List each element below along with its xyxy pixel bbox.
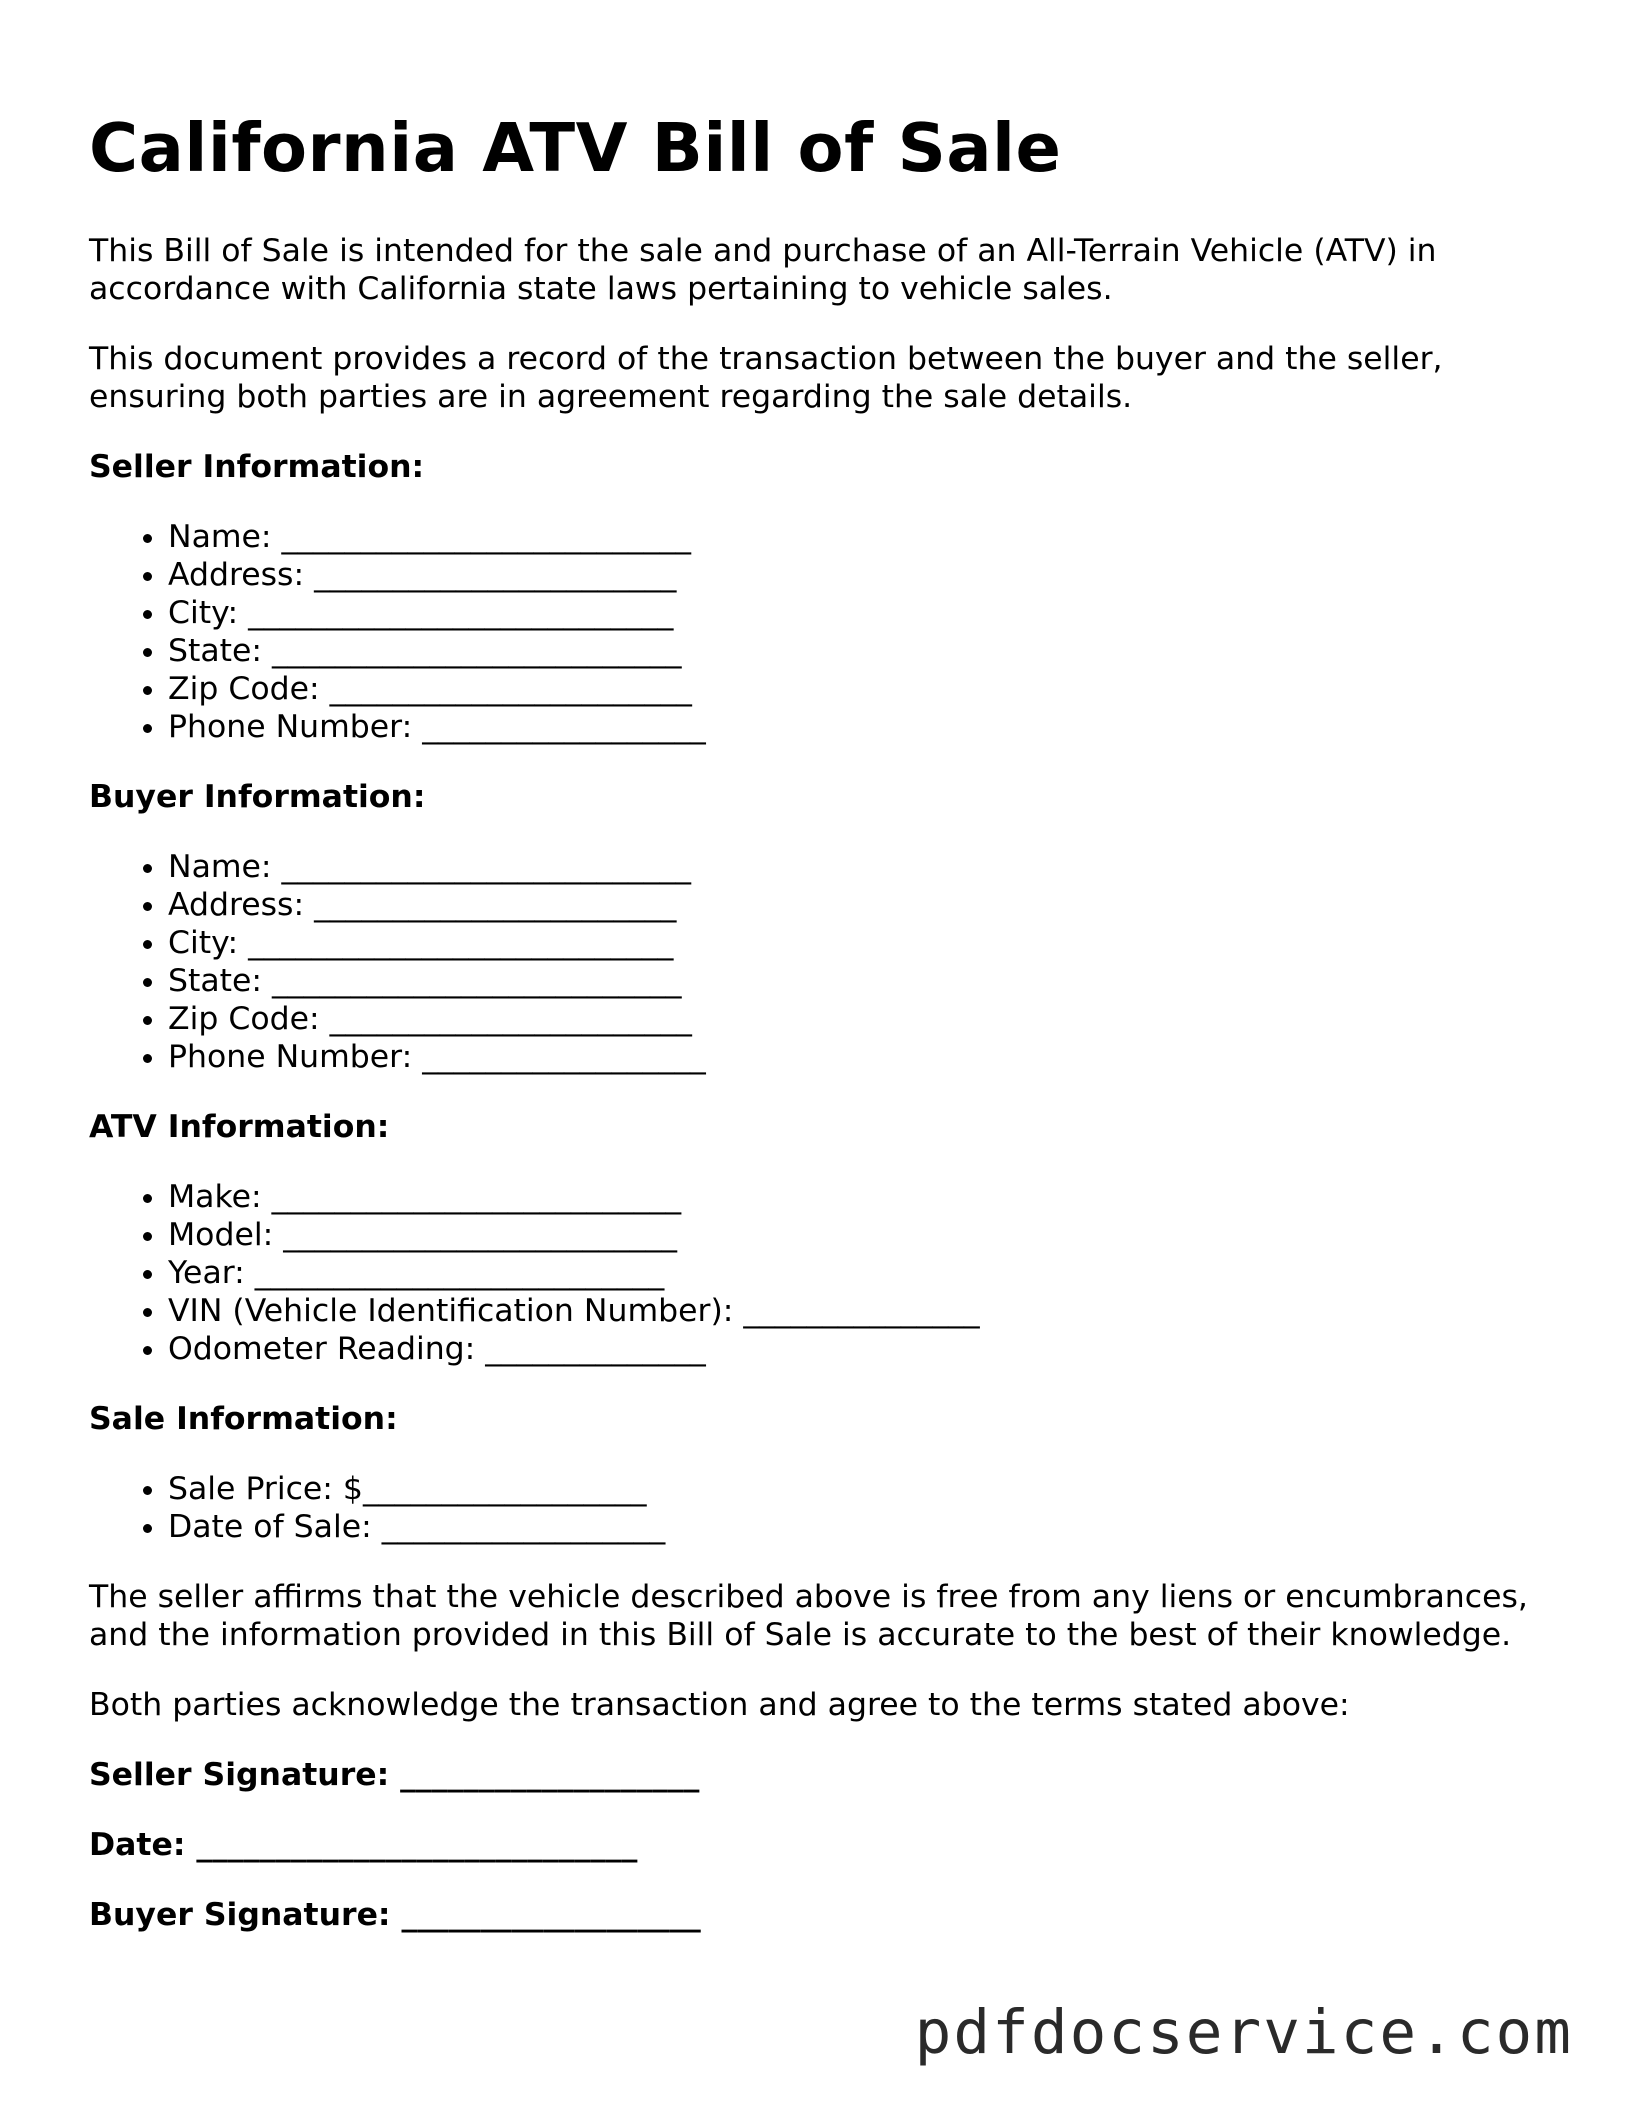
intro-paragraph-1: This Bill of Sale is intended for the sale and purchase of an All-Terrain Vehicle (ATV) in accordance with California state laws pertaining to vehicle sales. [89,233,1437,308]
sale-section-heading: Sale Information: [89,1401,398,1438]
sale-price-field: • Sale Price: $__________________ [168,1470,1529,1508]
atv-model-field: • Model: _________________________ [168,1216,1529,1254]
seller-name-field: • Name: __________________________ [168,518,1529,556]
seller-address-field: • Address: _______________________ [168,556,1529,594]
atv-odometer-field: • Odometer Reading: ______________ [168,1330,1529,1368]
buyer-fields-list [89,848,1529,1076]
seller-city-field: • City: ___________________________ [168,594,1529,632]
buyer-city-field: • City: ___________________________ [168,924,1529,962]
seller-signature-line: Seller Signature: ___________________ [89,1757,700,1794]
buyer-name-field: • Name: __________________________ [168,848,1529,886]
sale-date-field: • Date of Sale: __________________ [168,1508,1529,1546]
affirmation-paragraph: The seller affirms that the vehicle described above is free from any liens or encumbrances, and the information provided in this Bill of Sale is accurate to the best of their knowledge. [89,1579,1528,1654]
buyer-phone-field: • Phone Number: __________________ [168,1038,1529,1076]
seller-section-heading: Seller Information: [89,449,425,486]
document-title: California ATV Bill of Sale [89,109,1062,187]
sale-fields-list [89,1470,1529,1546]
intro-paragraph-2: This document provides a record of the transaction between the buyer and the seller, ensuring both parties are in agreement regarding the sale details. [89,341,1443,416]
buyer-address-field: • Address: _______________________ [168,886,1529,924]
seller-zip-field: • Zip Code: _______________________ [168,670,1529,708]
atv-section-heading: ATV Information: [89,1109,390,1146]
acknowledgement-paragraph: Both parties acknowledge the transaction and agree to the terms stated above: [89,1687,1350,1724]
atv-fields-list [89,1178,1529,1368]
seller-phone-field: • Phone Number: __________________ [168,708,1529,746]
watermark-text: pdfdocservice.com [914,1997,1573,2068]
signature-date-line: Date: ____________________________ [89,1827,638,1864]
atv-make-field: • Make: __________________________ [168,1178,1529,1216]
atv-year-field: • Year: __________________________ [168,1254,1529,1292]
atv-vin-field: • VIN (Vehicle Identification Number): _______________ [168,1292,1529,1330]
document-page [89,108,1529,1966]
seller-state-field: • State: __________________________ [168,632,1529,670]
seller-fields-list [89,518,1529,746]
buyer-section-heading: Buyer Information: [89,779,426,816]
buyer-state-field: • State: __________________________ [168,962,1529,1000]
buyer-signature-line: Buyer Signature: ___________________ [89,1897,701,1934]
buyer-zip-field: • Zip Code: _______________________ [168,1000,1529,1038]
